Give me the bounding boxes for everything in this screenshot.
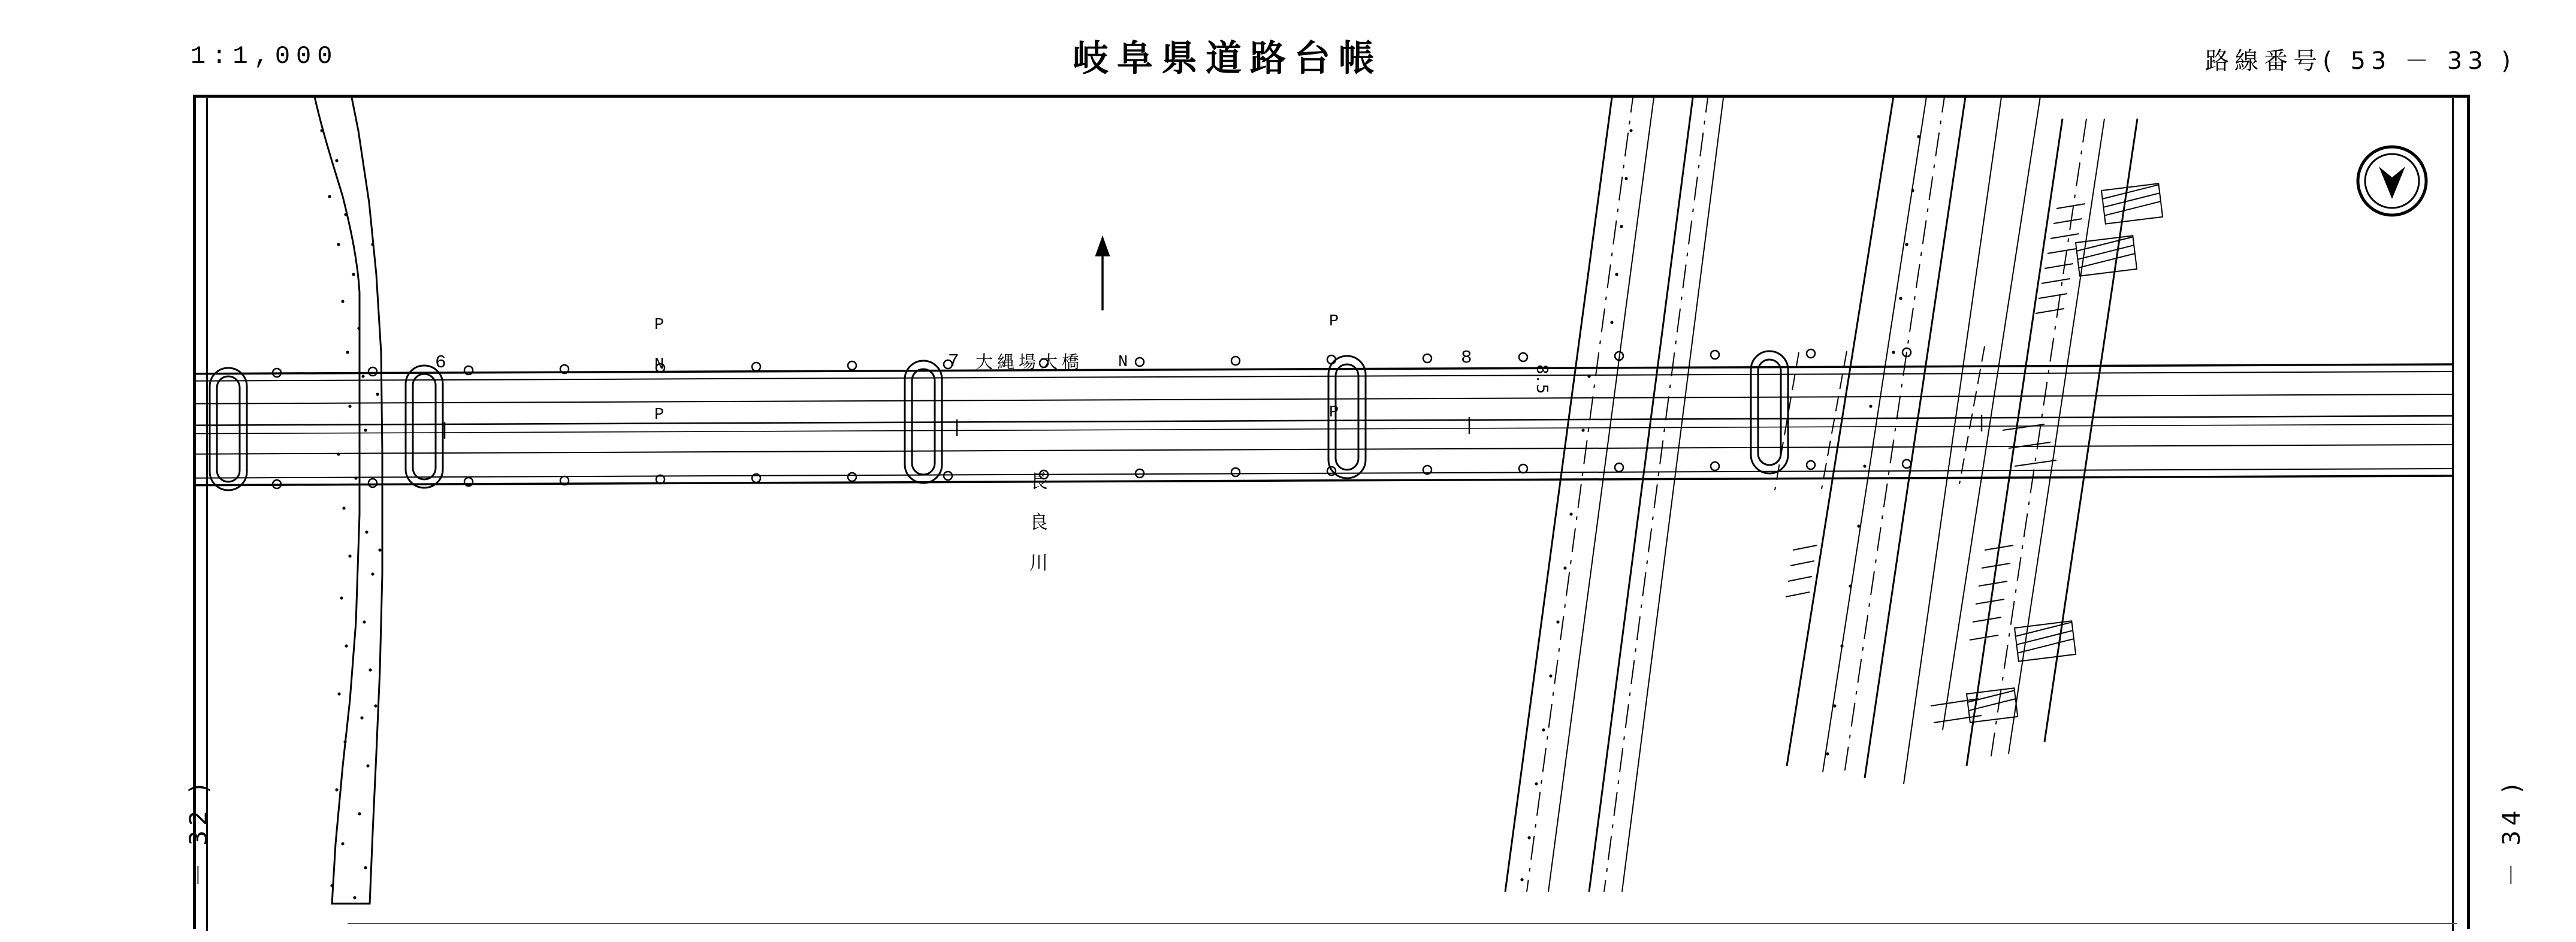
page-header	[0, 0, 2576, 90]
side-dimension-label: 8.5	[1533, 364, 1551, 397]
page-title: 岐阜県道路台帳	[1073, 38, 1383, 80]
river-name-char-1: 長	[1029, 471, 1049, 493]
pavement-mark-p-3: P	[1329, 313, 1339, 331]
main-road	[193, 364, 2452, 485]
scale-label: 1:1,000	[191, 42, 339, 71]
river-band	[313, 95, 382, 904]
map-vector-layer	[193, 95, 2470, 929]
map-north-arrow-icon	[1097, 238, 1109, 310]
centerline-mark-n-2: N	[1118, 354, 1128, 372]
station-label-6: 6	[435, 352, 446, 373]
river-name-char-2: 良	[1029, 512, 1049, 533]
centerline-mark-n-1: N	[654, 356, 665, 374]
pavement-mark-p-2: P	[654, 406, 665, 424]
river-name-char-3: 川	[1029, 552, 1049, 574]
bridge-name-label: 大縄場大橋	[976, 352, 1084, 372]
page-mark-left: － 32 )	[185, 779, 213, 887]
route-number-label: 路線番号( 53 － 33 )	[2205, 47, 2516, 75]
station-label-7: 7	[948, 351, 959, 372]
right-diagonal-features	[1505, 95, 2137, 892]
pavement-mark-p-4: P	[1329, 404, 1339, 422]
right-feature-marks	[1931, 424, 2056, 723]
pavement-mark-p-1: P	[654, 316, 665, 334]
page-mark-right: － 34 )	[2498, 779, 2526, 887]
map-drawing-area	[193, 95, 2470, 929]
station-label-8: 8	[1461, 348, 1472, 369]
diagonal-band-texture	[1520, 129, 1920, 881]
